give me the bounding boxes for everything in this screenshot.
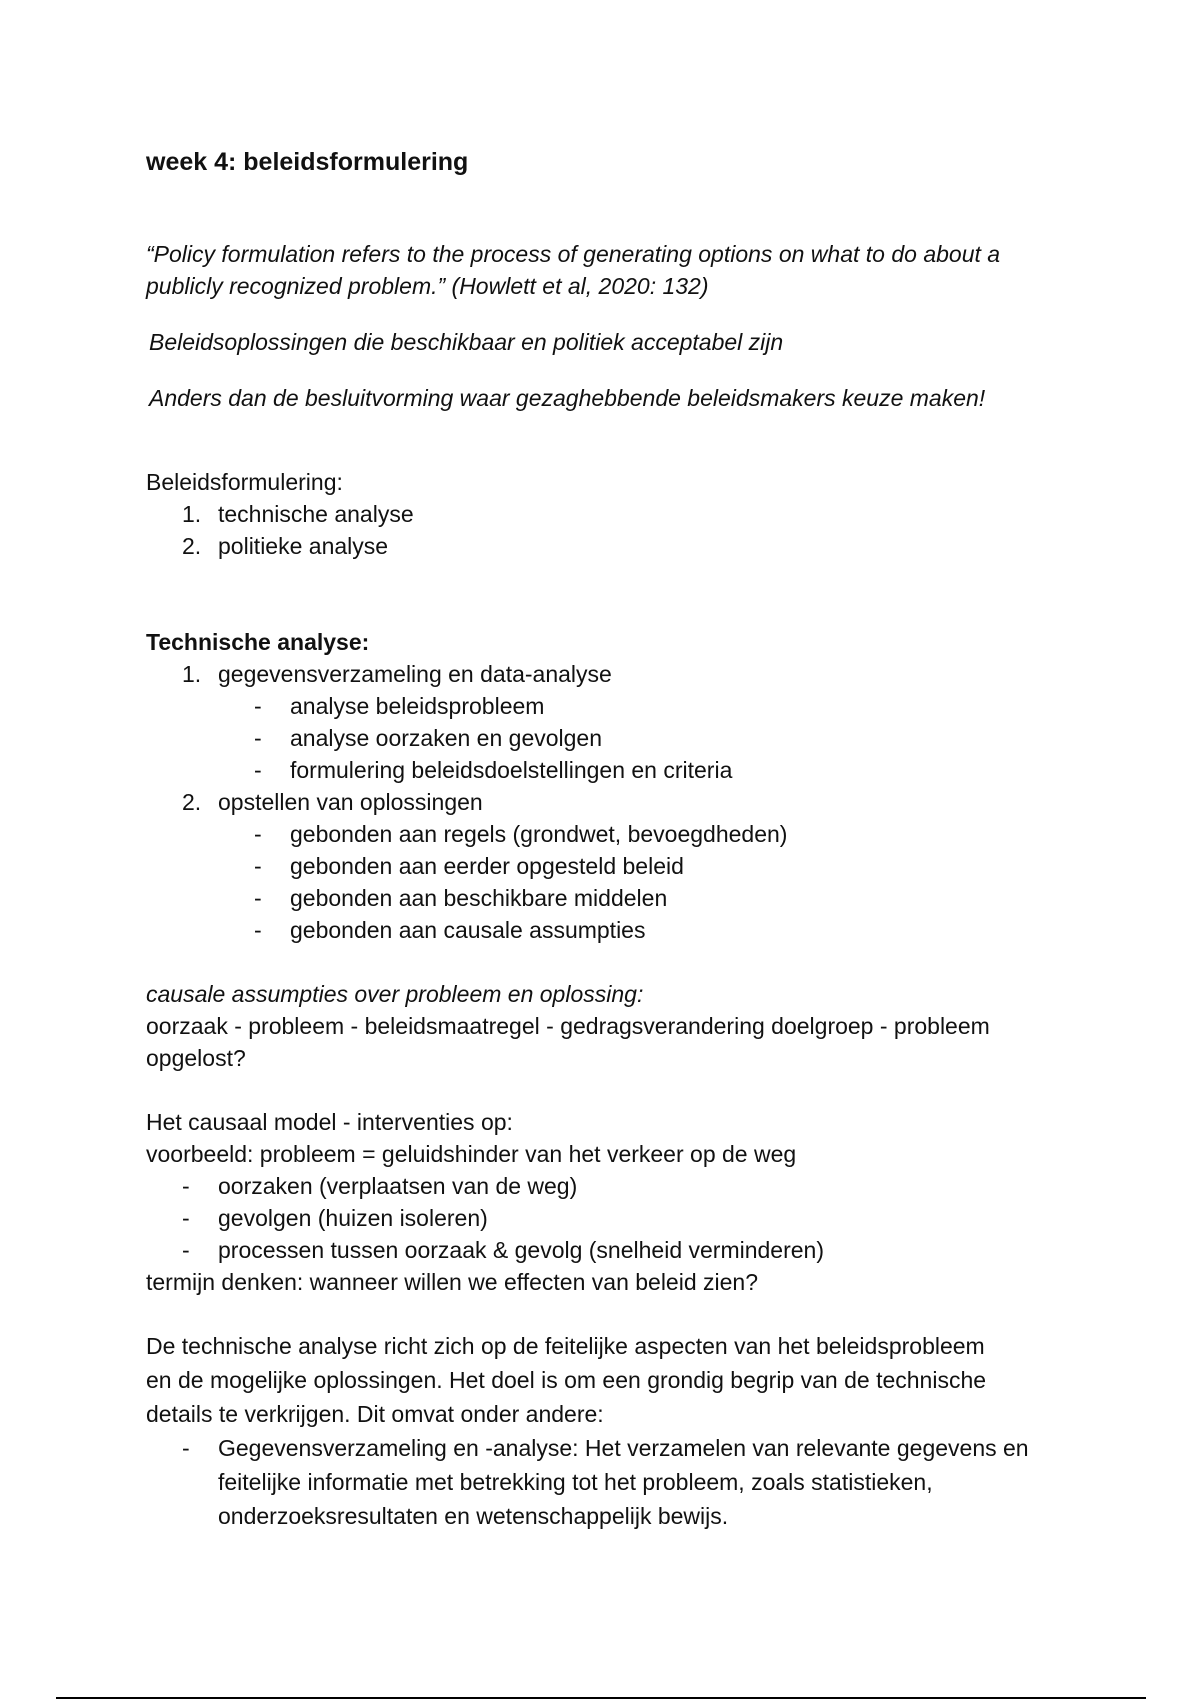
dash-marker: - xyxy=(254,725,262,751)
beleidsformulering-heading: Beleidsformulering: xyxy=(146,469,343,495)
bullet-line: Gegevensverzameling en -analyse: Het verzamelen van relevante gegevens en xyxy=(218,1435,1029,1461)
dash-marker: - xyxy=(254,853,262,879)
quote-line-2: publicly recognized problem.” (Howlett et al, 2020: 132) xyxy=(146,273,709,299)
dash-marker: - xyxy=(254,917,262,943)
dash-marker: - xyxy=(254,693,262,719)
sub-list-item: gebonden aan eerder opgesteld beleid xyxy=(290,853,684,879)
list-number: 2. xyxy=(182,789,202,815)
list-number: 1. xyxy=(182,661,202,687)
termijn-line: termijn denken: wanneer willen we effecten van beleid zien? xyxy=(146,1269,759,1295)
sub-list-item: gebonden aan regels (grondwet, bevoegdheden) xyxy=(290,821,788,847)
paragraph-line: en de mogelijke oplossingen. Het doel is om een grondig begrip van de technische xyxy=(146,1367,987,1393)
page-title: week 4: beleidsformulering xyxy=(146,148,469,176)
list-item: technische analyse xyxy=(218,501,414,527)
sub-list-item: formulering beleidsdoelstellingen en criteria xyxy=(290,757,733,783)
dash-marker: - xyxy=(182,1205,190,1231)
list-number: 2. xyxy=(182,533,202,559)
dash-marker: - xyxy=(254,821,262,847)
quote-line-1: “Policy formulation refers to the process of generating options on what to do about a xyxy=(146,241,1001,267)
causale-line-1: oorzaak - probleem - beleidsmaatregel - gedragsverandering doelgroep - probleem xyxy=(146,1013,990,1039)
sub-list-item: gebonden aan causale assumpties xyxy=(290,917,646,943)
paragraph-line: details te verkrijgen. Dit omvat onder andere: xyxy=(146,1401,604,1427)
list-number: 1. xyxy=(182,501,202,527)
technische-analyse-heading: Technische analyse: xyxy=(146,629,370,655)
italic-note-1: Beleidsoplossingen die beschikbaar en politiek acceptabel zijn xyxy=(149,329,784,355)
bullet-item: processen tussen oorzaak & gevolg (snelheid verminderen) xyxy=(218,1237,824,1263)
dash-marker: - xyxy=(254,757,262,783)
sub-list-item: analyse beleidsprobleem xyxy=(290,693,545,719)
list-item: politieke analyse xyxy=(218,533,389,559)
causale-line-2: opgelost? xyxy=(146,1045,246,1071)
bottom-rule xyxy=(56,1697,1146,1699)
dash-marker: - xyxy=(182,1173,190,1199)
bullet-line: onderzoeksresultaten en wetenschappelijk bewijs. xyxy=(218,1503,729,1529)
list-item: gegevensverzameling en data-analyse xyxy=(218,661,612,687)
bullet-line: feitelijke informatie met betrekking tot het probleem, zoals statistieken, xyxy=(218,1469,933,1495)
causale-heading: causale assumpties over probleem en oplossing: xyxy=(146,981,644,1007)
italic-note-2: Anders dan de besluitvorming waar gezaghebbende beleidsmakers keuze maken! xyxy=(149,385,986,411)
paragraph-line: De technische analyse richt zich op de feitelijke aspecten van het beleidsprobleem xyxy=(146,1333,985,1359)
causaal-model-line: Het causaal model - interventies op: xyxy=(146,1109,513,1135)
bullet-item: oorzaken (verplaatsen van de weg) xyxy=(218,1173,578,1199)
dash-marker: - xyxy=(182,1237,190,1263)
dash-marker: - xyxy=(182,1435,190,1461)
example-line: voorbeeld: probleem = geluidshinder van het verkeer op de weg xyxy=(146,1141,797,1167)
sub-list-item: gebonden aan beschikbare middelen xyxy=(290,885,668,911)
list-item: opstellen van oplossingen xyxy=(218,789,483,815)
bullet-item: gevolgen (huizen isoleren) xyxy=(218,1205,488,1231)
sub-list-item: analyse oorzaken en gevolgen xyxy=(290,725,603,751)
dash-marker: - xyxy=(254,885,262,911)
